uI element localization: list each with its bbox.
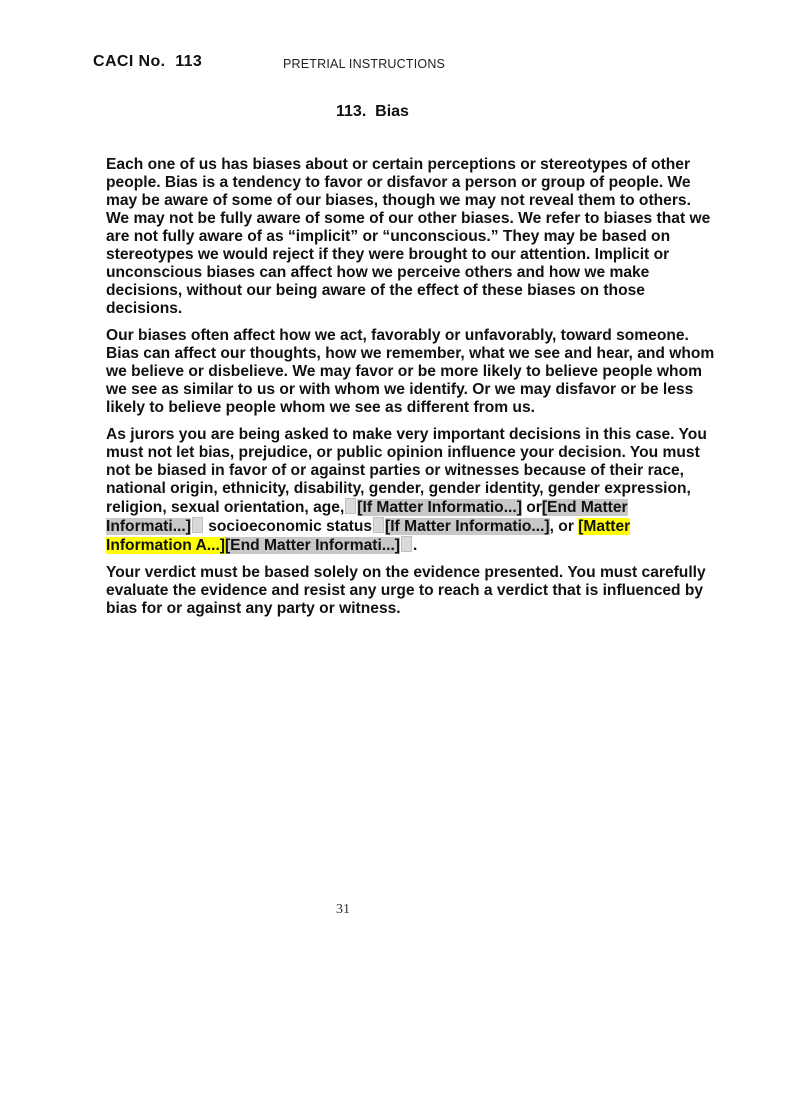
paragraph-1: Each one of us has biases about or certain perceptions or stereotypes of other people. Bias is a tendency to favor or disfavor a person or group of people. We may be aware of some of our biases, though we may not reveal them to others. We may not be fully aware of some of our other biases. We refer to biases that we are not fully aware of as “implicit” or “unconscious.” They may be based on stereotypes we would reject if they were brought to our attention. Implicit or unconscious biases can affect how we perceive others and how we make decisions, without our being aware of the effect of these biases on those decisions. xyxy=(106,156,711,317)
field-marker[interactable] xyxy=(401,536,412,552)
instruction-title: 113. Bias xyxy=(336,103,409,120)
paragraph-2: Our biases often affect how we act, favorably or unfavorably, toward someone. Bias can affect our thoughts, how we remember, what we see and hear, and whom we believe or disbelieve. We may favor or be more likely to believe people whom we see as similar to us or with whom we identify. Or we may disfavor or be less likely to believe people whom we see as different from us. xyxy=(106,327,715,416)
section-heading: PRETRIAL INSTRUCTIONS xyxy=(283,57,446,71)
end-matter-field-2[interactable]: [End Matter Informati...] xyxy=(224,537,400,554)
or-text: or xyxy=(521,499,542,516)
if-matter-field-2[interactable]: [If Matter Informatio...] xyxy=(385,518,550,535)
instruction-body xyxy=(106,156,716,627)
period-text: . xyxy=(412,537,418,554)
comma-or-text: , or xyxy=(549,518,579,535)
matter-information-field[interactable]: [Matter Information A...] xyxy=(106,518,631,554)
field-marker[interactable] xyxy=(373,517,384,533)
page-number: 31 xyxy=(336,902,350,917)
caci-number: CACI No. 113 xyxy=(93,53,203,70)
end-matter-field-1[interactable]: [End Matter Informati...] xyxy=(106,499,628,535)
socioeconomic-text: socioeconomic status xyxy=(203,518,373,535)
field-marker[interactable] xyxy=(345,498,356,514)
if-matter-field-1[interactable]: [If Matter Informatio...] xyxy=(357,499,522,516)
paragraph-4: Your verdict must be based solely on the evidence presented. You must carefully evaluate the evidence and resist any urge to reach a verdict that is influenced by bias for or against any party or witness. xyxy=(106,564,706,617)
field-marker[interactable] xyxy=(192,517,203,533)
paragraph-3 xyxy=(106,426,716,555)
paragraph-3-text: As jurors you are being asked to make very important decisions in this case. You must not let bias, prejudice, or public opinion influence your decision. You must not be biased in favor of or against parties or witnesses because of their race, national origin, ethnicity, disability, gender, gender identity, gender expression, religion, sexual orientation, age, xyxy=(106,426,707,516)
